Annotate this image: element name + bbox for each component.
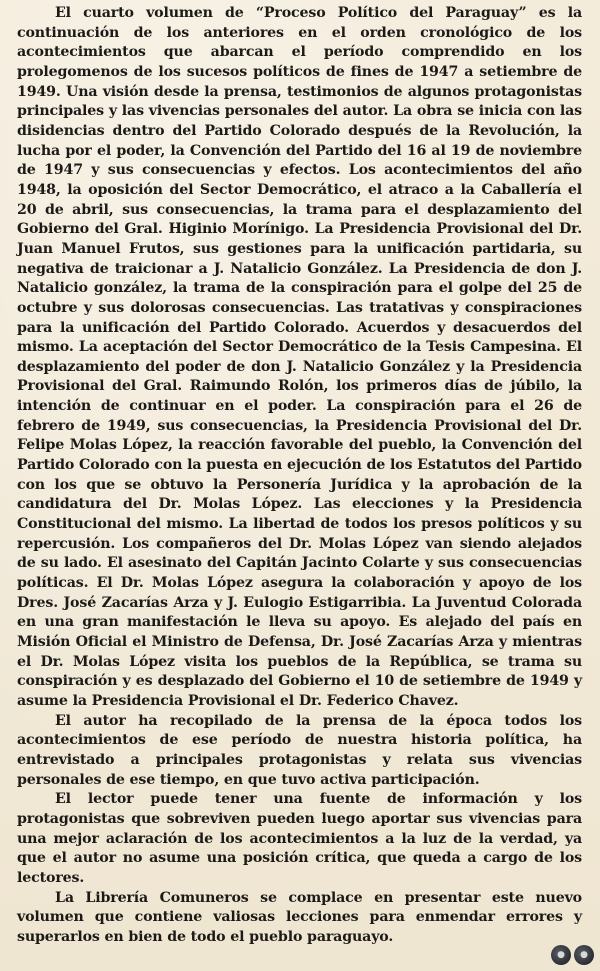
paragraph-publisher: La Librería Comuneros se complace en presentar este nuevo volumen que contiene valiosas lecciones para enmendar errores y superarlos en bien de todo el pueblo paraguayo. (17, 889, 582, 945)
corner-badges (551, 945, 594, 965)
paragraph-summary: El cuarto volumen de “Proceso Político del Paraguay” es la continuación de los anteriores en el orden cronológico de los acontecimientos que abarcan el período comprendido en los prolegomenos de los sucesos políticos de fines de 1947 a setiembre de 1949. Una visión desde la prensa, testimonios de algunos protagonistas principales y las vivencias personales del autor. La obra se inicia con las disidencias dentro del Partido Colorado después de la Revolución, la lucha por el poder, la Convención del Partido del 16 al 19 de noviembre de 1947 y sus consecuencias y efectos. Los acontecimientos del año 1948, la oposición del Sector Democrático, el atraco a la Caballería el 20 de abril, sus consecuencias, la trama para el desplazamiento del Gobierno del Gral. Higinio Morínigo. La Presidencia Provisional del Dr. Juan Manuel Frutos, sus gestiones para la unificación partidaria, su negativa de traicionar a J. Natalicio González. La Presidencia de don J. Natalicio gonzález, la trama de la conspiración para el golpe del 25 de octubre y sus dolorosas consecuencias. Las tratativas y conspiraciones para la unificación del Partido Colorado. Acuerdos y desacuerdos del mismo. La aceptación del Sector Democrático de la Tesis Campesina. El desplazamiento del poder de don J. Natalicio González y la Presidencia Provisional del Gral. Raimundo Rolón, los primeros días de júbilo, la intención de continuar en el poder. La conspiración para el 26 de febrero de 1949, sus consecuencias, la Presidencia Provisional del Dr. Felipe Molas López, la reacción favorable del pueblo, la Convención del Partido Colorado con la puesta en ejecución de los Estatutos del Partido con los que se obtuvo la Personería Jurídica y la aprobación de la candidatura del Dr. Molas López. Las elecciones y la Presidencia Constitucional del mismo. La libertad de todos los presos políticos y su repercusión. Los compañeros del Dr. Molas López van siendo alejados de su lado. El asesinato del Capitán Jacinto Colarte y sus consecuencias políticas. El Dr. Molas López asegura la colaboración y apoyo de los Dres. José Zacarías Arza y J. Eulogio Estigarribia. La Juventud Colorada en una gran manifestación le lleva su apoyo. Es alejado del país en Misión Oficial el Ministro de Defensa, Dr. José Zacarías Arza y mientras el Dr. Molas López visita los pueblos de la República, se trama su conspiración y es desplazado del Gobierno el 10 de setiembre de 1949 y asume la Presidencia Provisional el Dr. Federico Chavez. (17, 5, 582, 709)
paragraph-author-method: El autor ha recopilado de la prensa de la época todos los acontecimientos de ese período de nuestra historia política, ha entrevistado a principales protagonistas y relata sus vivencias personales de ese tiempo, en que tuvo activa participación. (17, 712, 582, 788)
corner-badge-icon: ● (551, 945, 571, 965)
back-cover-text (17, 4, 582, 948)
paragraph-reader: El lector puede tener una fuente de información y los protagonistas que sobreviven pueden luego aportar sus vivencias para una mejor aclaración de los acontecimientos a la luz de la verdad, ya que el autor no asume una posición crítica, que queda a cargo de los lectores. (17, 791, 582, 886)
corner-badge-icon: ● (574, 945, 594, 965)
